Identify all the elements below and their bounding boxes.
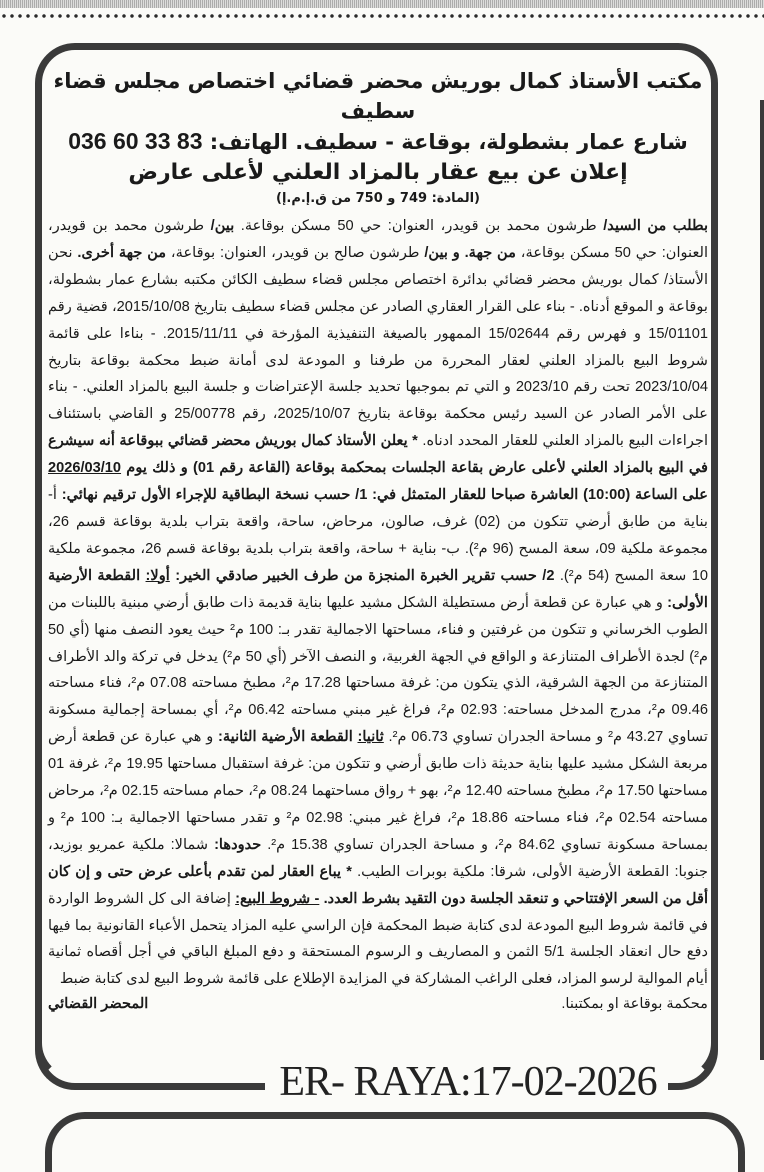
auction-announcement: * يعلن الأستاذ كمال بوريش محضر قضائي ببوقاعة أنه سيشرع في البيع بالمزاد العلني لأعلى عارض بقاعة الجلسات بمحكمة بوقاعة (القاعة رقم 01) و ذلك يوم	[48, 433, 708, 477]
closing-row	[48, 993, 708, 1015]
top-border-texture	[0, 0, 764, 8]
first-plot-text: و هي عبارة عن قطعة أرض مستطيلة الشكل مشيد عليها بناية قديمة ذات طابق أرضي مبنية باللبنات من الطوب الخرساني و تتكون من غرفتين و فناء، مساحتها الاجمالية تقدر بـ: 100 م² حيث يعود النصف منها (أي 50 م²) لجدة الأطراف المتنازعة و الواقع في الجهة الغربية، و النصف الآخر (أي 50 م²) يدخل في تركة والد الأطراف المتنازعة من الجهة الشرقية، الذي يتكون من: غرفة مساحتها 17.28 م²، مطبخ مساحته 07.08 م²، فناء مساحته 09.46 م²، مدرج المدخل مساحته: 02.93 م²، فراغ غير مبني مساحته 06.42 م²، أي بمساحة إجمالية مسكونة تساوي 43.27 م² و مساحة الجدران تساوي 06.73 م².	[48, 594, 708, 746]
second-plot-label: القطعة الأرضية الثانية:	[218, 729, 358, 746]
party2-label: من جهة. و بين/	[424, 244, 516, 261]
requester-label: بطلب من السيد/	[603, 218, 709, 234]
address-text: شارع عمار بشطولة، بوقاعة - سطيف. الهاتف:	[209, 130, 688, 154]
sale-conditions-text: إضافة الى كل الشروط الواردة في قائمة شروط البيع المودعة لدى كتابة ضبط المحكمة فإن الراسي عليه المزاد يتحمل الأعباء القانونية بما فيها دفع حال انعقاد الجلسة 5/1 الثمن و المصاريف و الرسوم المستحقة و دفع المبلغ الباقي في أجل أقصاه ثمانية أيام الموالية لرسو المزاد، فعلى الراغب المشاركة في المزايدة الإطلاع على قائمة شروط البيع لدى كتابة ضبط	[48, 890, 708, 988]
phone-number: 036 60 33 83	[68, 128, 203, 154]
requester-text: طرشون محمد بن قويدر، العنوان: حي 50 مسكن بوقاعة.	[234, 218, 604, 234]
dotted-separator	[0, 13, 764, 19]
other-party-label: من جهة أخرى.	[77, 244, 167, 261]
frame-corner-left	[35, 1040, 265, 1090]
notice-title: إعلان عن بيع عقار بالمزاد العلني لأعلى عارض	[128, 160, 628, 185]
first-plot-label: القطعة الأرضية الأولى:	[48, 567, 708, 611]
frame-corner-right	[668, 1040, 718, 1090]
second-plot-text: و هي عبارة عن قطعة أرض مربعة الشكل مشيد عليها بناية حديثة ذات طابق أرضي و تتكون من: غرفة استقبال مساحتها 19.95 م²، غرفة 01 مساحتها 17.50 م²، مطبخ مساحته 12.40 م²، بهو + رواق مساحتهما 08.24 م²، حمام مساحته 02.15 م²، مرحاض مساحته 02.54 م²، فناء مساحته 18.86 م²، فراغ غير مبني: 02.98 م² و تقدر مساحتها الاجمالية بـ: 100 م² و بمساحة مسكونة تساوي 84.62 م²، و مساحة الجدران تساوي 15.38 م².	[48, 729, 709, 853]
auction-time: على الساعة (10:00) العاشرة صباحا للعقار المتمثل في: 1/ حسب نسخة البطاقية للإجراء الأول ترقيم نهائي:	[61, 487, 708, 504]
legal-basis-text: نحن الأستاذ/ كمال بوريش محضر قضائي بدائرة اختصاص مجلس قضاء سطيف الكائن مكتبه بشارع عمار بشطولة، بوقاعة و الموقع أدناه. - بناء على القرار العقاري الصادر عن مجلس قضاء سطيف بتاريخ 2015/10/08، قضية رقم 15/01101 و فهرس رقم 15/02644 الممهور بالصيغة التنفيذية المؤرخة في 2015/11/11. - بناءا على قائمة شروط البيع بالمزاد العلني لعقار المحررة من طرفنا و المودعة لدى أمانة ضبط محكمة بوقاعة بتاريخ 2023/10/04 تحت رقم 2023/10 و التي تم بموجبها تحديد جلسة الإعتراضات و جلسة البيع بالمزاد العلني. - بناء على الأمر الصادر عن السيد رئيس محكمة بوقاعة بتاريخ 2025/10/07، رقم 25/00778 و القاضي باستئناف اجراءات البيع بالمزاد العلني للعقار المحدد ادناه.	[48, 244, 709, 450]
party2-text: طرشون صالح بن قويدر، العنوان: بوقاعة،	[166, 244, 425, 261]
property-card-text: أ- بناية من طابق أرضي تتكون من (02) غرف، صالون، مرحاض، ساحة، واقعة بتراب بلدية بوقاعة قسم 26، مجموعة ملكية 09، سعة المسح (96 م²). ب- بناية + ساحة، واقعة بتراب بلدية بوقاعة قسم 26، مجموعة ملكية 10 سعة المسح (54 م²).	[48, 487, 708, 584]
signature: المحضر القضائي	[48, 996, 149, 1013]
notice-body	[48, 213, 708, 993]
boundaries-label: حدودها:	[214, 836, 262, 853]
adjacent-column-border	[760, 100, 764, 1060]
party-text: طرشون محمد بن قويدر، العنوان: حي 50 مسكن بوقاعة،	[48, 218, 709, 261]
second-label: ثانيا:	[357, 729, 384, 746]
closing-text: محكمة بوقاعة او بمكتبنا.	[561, 996, 708, 1013]
boundaries-text: شمالا: ملكية عمريو بوزيد، جنوبا: القطعة الأرضية الأولى، شرقا: ملكية بوبرات الطيب.	[48, 836, 708, 880]
next-notice-frame	[45, 1112, 745, 1172]
office-name: مكتب الأستاذ كمال بوريش محضر قضائي اختصاص مجلس قضاء سطيف	[53, 69, 703, 123]
legal-notice	[48, 66, 708, 1015]
sale-rule: * يباع العقار لمن تقدم بأعلى عرض حتى و إن كان أقل من السعر الإفتتاحي و تنعقد الجلسة دون التقيد بشرط العدد.	[48, 863, 708, 907]
office-address	[48, 126, 708, 157]
expert-report-label: 2/ حسب تقرير الخبرة المنجزة من طرف الخبير صادقي الخير:	[169, 567, 555, 584]
sale-date: 2026/03/10	[48, 460, 122, 477]
sale-conditions-label: - شروط البيع:	[235, 890, 320, 907]
article-reference: (المادة: 749 و 750 من ق.إ.م.إ)	[276, 191, 480, 206]
party-label: بين/	[210, 218, 235, 234]
first-label: أولا:	[145, 567, 170, 584]
publication-stamp: ER- RAYA:17-02-2026	[268, 1057, 668, 1107]
